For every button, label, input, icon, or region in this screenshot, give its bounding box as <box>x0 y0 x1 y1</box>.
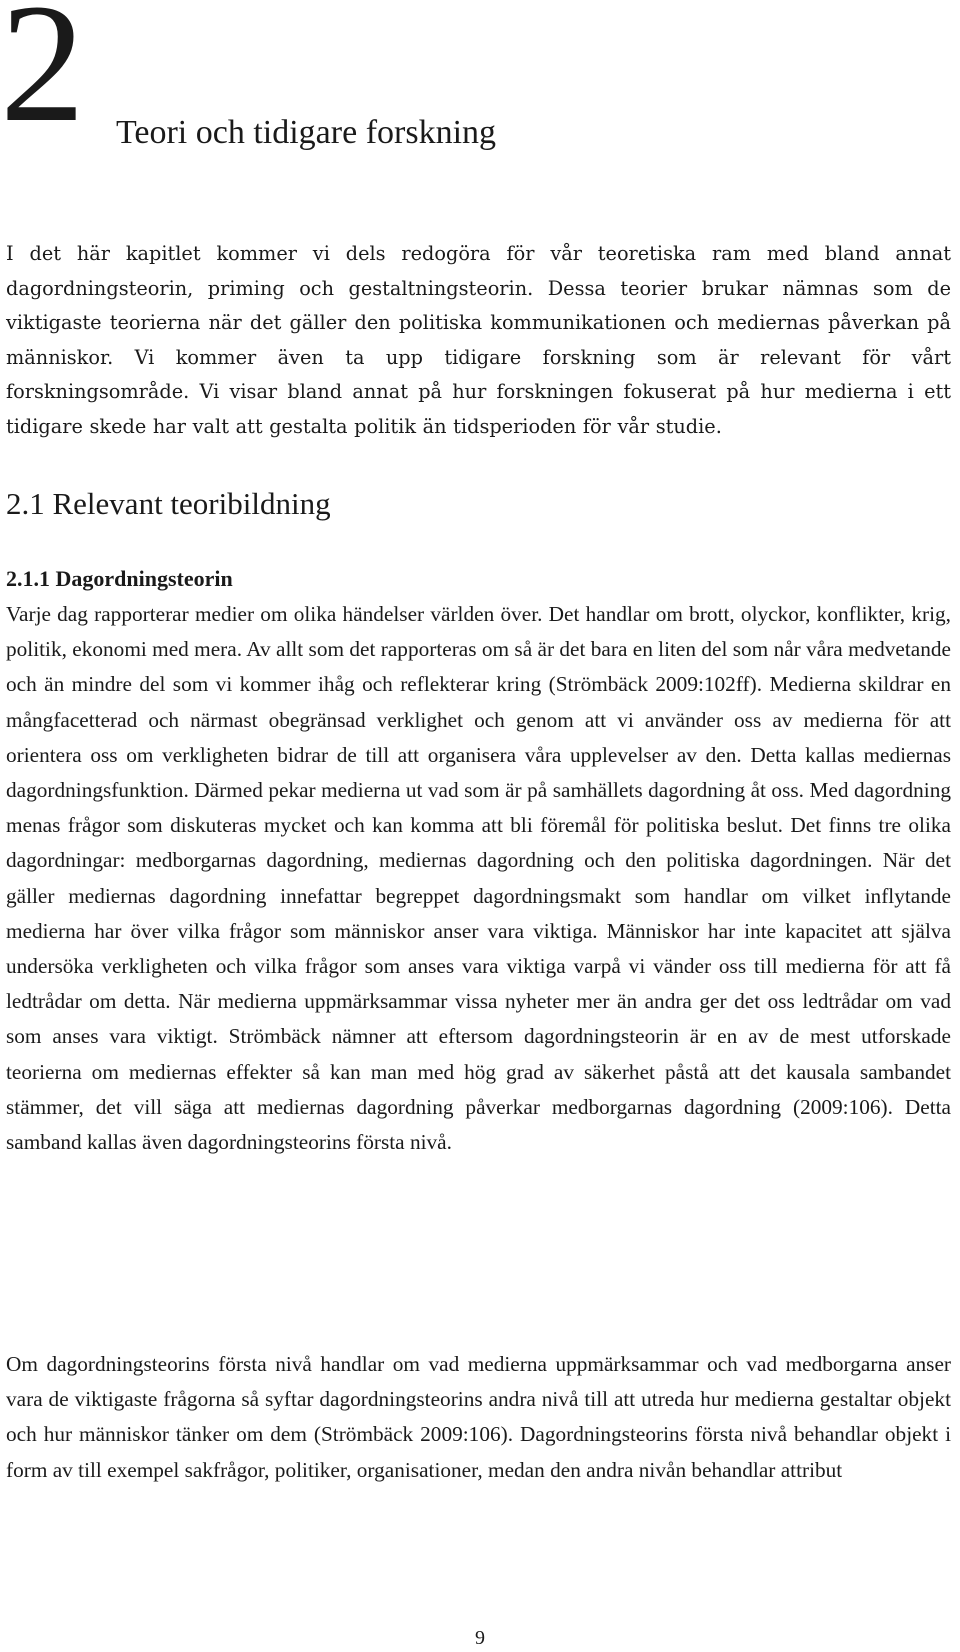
chapter-number: 2 <box>0 0 81 157</box>
intro-paragraph: I det här kapitlet kommer vi dels redogöra för vår teoretiska ram med bland annat dagordningsteorin, priming och gestaltningsteorin. Dessa teorier brukar nämnas som de viktigaste teorierna när det gäller den politiska kommunikationen och mediernas påverkan på människor. Vi kommer även ta upp tidigare forskning som är relevant för vårt forskningsområde. Vi visar bland annat på hur forskningen fokuserat på hur medierna i ett tidigare skede har valt att gestalta politik än tidsperioden för vår studie. <box>6 242 951 438</box>
section-heading: 2.1 Relevant teoribildning <box>6 486 331 521</box>
body-paragraph: Om dagordningsteorins första nivå handlar om vad medierna uppmärksammar och vad medborgarna anser vara de viktigaste frågorna så syftar dagordningsteorins andra nivå till att utreda hur medierna gestaltar objekt och hur människor tänker om dem (Strömbäck 2009:106). Dagordningsteorins första nivå behandlar objekt i form av till exempel sakfrågor, politiker, organisationer, medan den andra nivån behandlar attribut <box>6 1352 951 1482</box>
subsection-heading: 2.1.1 Dagordningsteorin <box>6 566 233 591</box>
page-number: 9 <box>475 1627 485 1649</box>
body-paragraph: Varje dag rapporterar medier om olika händelser världen över. Det handlar om brott, olyckor, konflikter, krig, politik, ekonomi med mera. Av allt som det rapporteras om så är det bara en liten del som når våra medvetande och än mindre del som vi kommer ihåg och reflekterar kring (Strömbäck 2009:102ff). Medierna skildrar en mångfacetterad och närmast obegränsad verklighet och genom att vi använder oss av medierna för att orientera oss om verkligheten bidrar de till att organisera våra upplevelser av den. Detta kallas mediernas dagordningsfunktion. Därmed pekar medierna ut vad som är på samhällets dagordning åt oss. Med dagordning menas frågor som diskuteras mycket och kan komma att bli föremål för politiska beslut. Det finns tre olika dagordningar: medborgarnas dagordning, mediernas dagordning och den politiska dagordningen. När det gäller mediernas dagordning innefattar begreppet dagordningsmakt som handlar om vilket inflytande medierna har över vilka frågor som människor anser vara viktiga. Människor har inte kapacitet att själva undersöka verkligheten och vilka frågor som anses vara viktiga varpå vi vänder oss till medierna för att få ledtrådar om detta. När medierna uppmärksammar vissa nyheter mer än andra ger det oss ledtrådar om vad som anses vara viktigt. Strömbäck nämner att eftersom dagordningsteorin är en av de mest utforskade teorierna om mediernas effekter så kan man med hög grad av säkerhet påstå att det kausala sambandet stämmer, det vill säga att mediernas dagordning påverkar medborgarnas dagordning (2009:106). Detta samband kallas även dagordningsteorins första nivå. <box>6 602 951 1155</box>
chapter-title: Teori och tidigare forskning <box>116 114 497 151</box>
